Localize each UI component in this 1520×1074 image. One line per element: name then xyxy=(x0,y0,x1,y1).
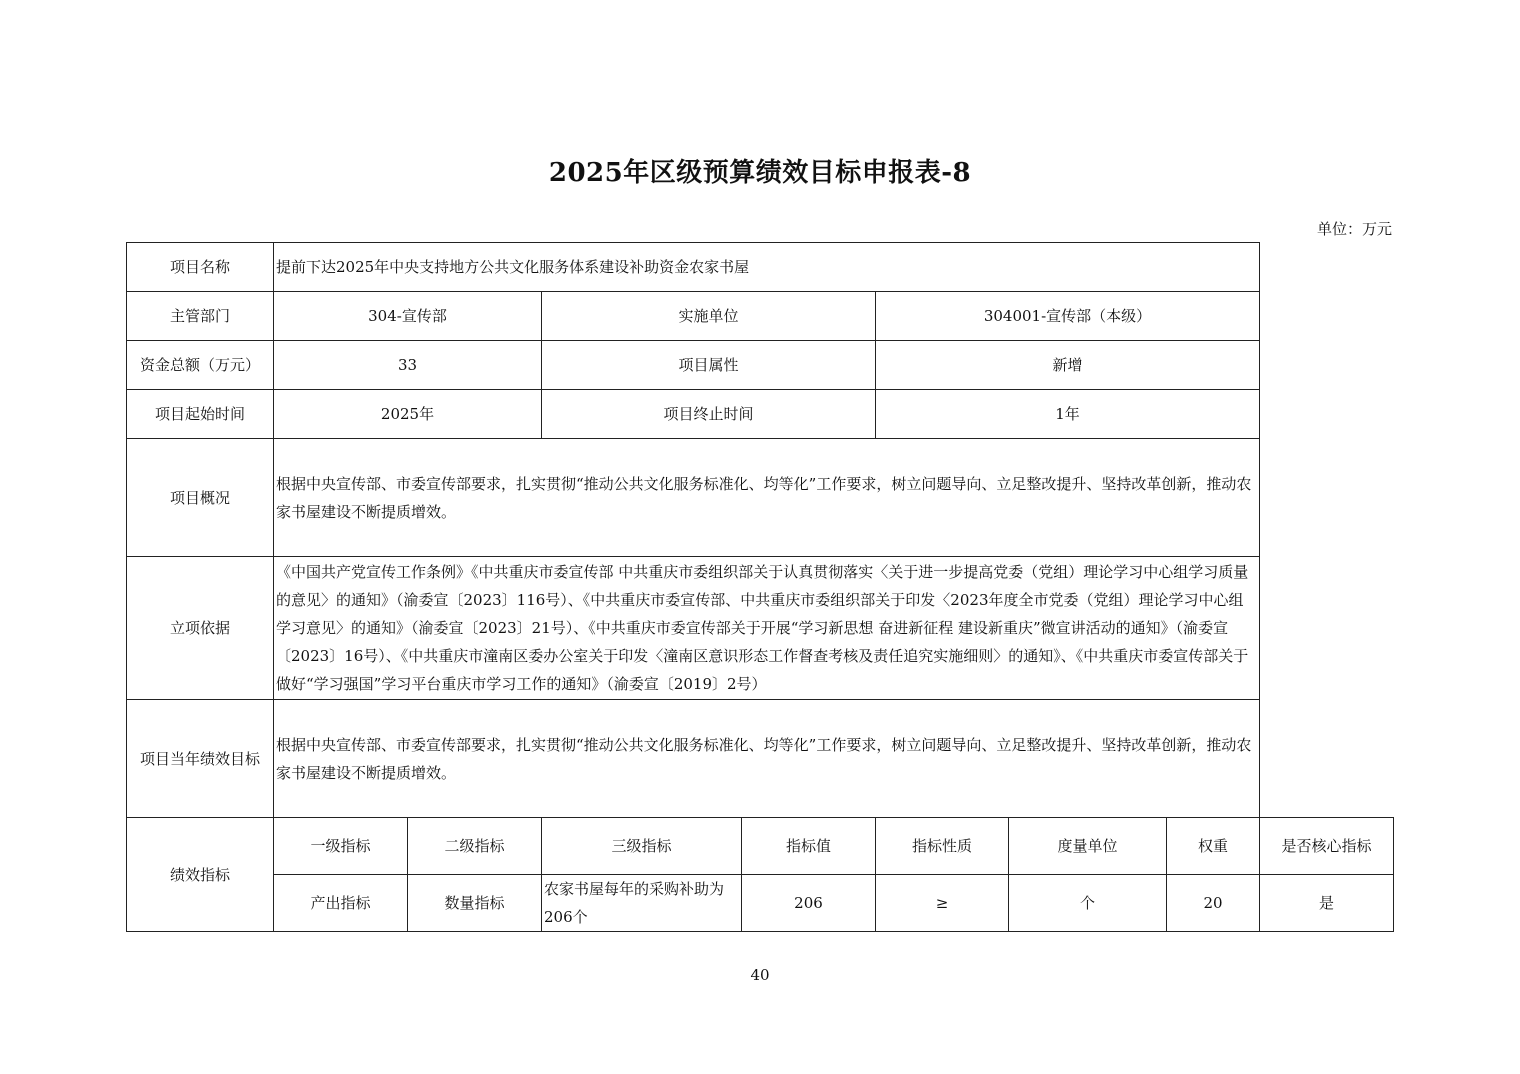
indicator-header: 指标性质 xyxy=(876,818,1009,875)
indicator-cell: 个 xyxy=(1009,875,1167,932)
indicator-header: 指标值 xyxy=(742,818,876,875)
indicator-header: 权重 xyxy=(1167,818,1260,875)
indicator-header-row xyxy=(127,818,1394,875)
budget-target-table xyxy=(126,242,1394,932)
unit-label: 单位：万元 xyxy=(1316,220,1392,238)
indicator-header: 是否核心指标 xyxy=(1260,818,1394,875)
value-attribute: 新增 xyxy=(876,341,1260,390)
value-total-funds: 33 xyxy=(274,341,542,390)
label-total-funds: 资金总额（万元） xyxy=(127,341,274,390)
label-impl-unit: 实施单位 xyxy=(542,292,876,341)
indicator-cell: ≥ xyxy=(876,875,1009,932)
value-overview: 根据中央宣传部、市委宣传部要求，扎实贯彻“推动公共文化服务标准化、均等化”工作要求，树立问题导向、立足整改提升、坚持改革创新，推动农家书屋建设不断提质增效。 xyxy=(274,439,1260,557)
label-end-time: 项目终止时间 xyxy=(542,390,876,439)
value-basis: 《中国共产党宣传工作条例》《中共重庆市委宣传部 中共重庆市委组织部关于认真贯彻落实〈关于进一步提高党委（党组）理论学习中心组学习质量的意见〉的通知》（渝委宣〔2023〕116号）、《中共重庆市委宣传部、中共重庆市委组织部关于印发〈2023年度全市党委（党组）理论学习中心组学习意见〉的通知》（渝委宣〔2023〕21号）、《中共重庆市委宣传部关于开展“学习新思想 奋进新征程 建设新重庆”微宣讲活动的通知》（渝委宣〔2023〕16号）、《中共重庆市潼南区委办公室关于印发〈潼南区意识形态工作督查考核及责任追究实施细则〉的通知》、《中共重庆市委宣传部关于做好“学习强国”学习平台重庆市学习工作的通知》（渝委宣〔2019〕2号） xyxy=(274,557,1260,700)
row-overview xyxy=(127,439,1394,557)
indicator-header: 二级指标 xyxy=(408,818,542,875)
indicator-header: 度量单位 xyxy=(1009,818,1167,875)
row-annual-goal xyxy=(127,700,1394,818)
label-indicators: 绩效指标 xyxy=(127,818,274,932)
label-attribute: 项目属性 xyxy=(542,341,876,390)
row-project-name xyxy=(127,243,1394,292)
indicator-cell: 农家书屋每年的采购补助为206个 xyxy=(542,875,742,932)
label-start-time: 项目起始时间 xyxy=(127,390,274,439)
indicator-header: 一级指标 xyxy=(274,818,408,875)
indicator-header: 三级指标 xyxy=(542,818,742,875)
value-end-time: 1年 xyxy=(876,390,1260,439)
indicator-cell: 数量指标 xyxy=(408,875,542,932)
label-dept: 主管部门 xyxy=(127,292,274,341)
label-overview: 项目概况 xyxy=(127,439,274,557)
indicator-row xyxy=(127,875,1394,932)
value-impl-unit: 304001-宣传部（本级） xyxy=(876,292,1260,341)
label-basis: 立项依据 xyxy=(127,557,274,700)
value-dept: 304-宣传部 xyxy=(274,292,542,341)
indicator-cell: 是 xyxy=(1260,875,1394,932)
row-basis xyxy=(127,557,1394,700)
label-project-name: 项目名称 xyxy=(127,243,274,292)
page-number: 40 xyxy=(750,966,770,984)
indicator-cell: 产出指标 xyxy=(274,875,408,932)
indicator-cell: 206 xyxy=(742,875,876,932)
row-funds xyxy=(127,341,1394,390)
value-start-time: 2025年 xyxy=(274,390,542,439)
indicator-cell: 20 xyxy=(1167,875,1260,932)
row-time xyxy=(127,390,1394,439)
row-dept xyxy=(127,292,1394,341)
value-annual-goal: 根据中央宣传部、市委宣传部要求，扎实贯彻“推动公共文化服务标准化、均等化”工作要求，树立问题导向、立足整改提升、坚持改革创新，推动农家书屋建设不断提质增效。 xyxy=(274,700,1260,818)
value-project-name: 提前下达2025年中央支持地方公共文化服务体系建设补助资金农家书屋 xyxy=(274,243,1260,292)
label-annual-goal: 项目当年绩效目标 xyxy=(127,700,274,818)
page-title: 2025年区级预算绩效目标申报表-8 xyxy=(548,158,972,188)
